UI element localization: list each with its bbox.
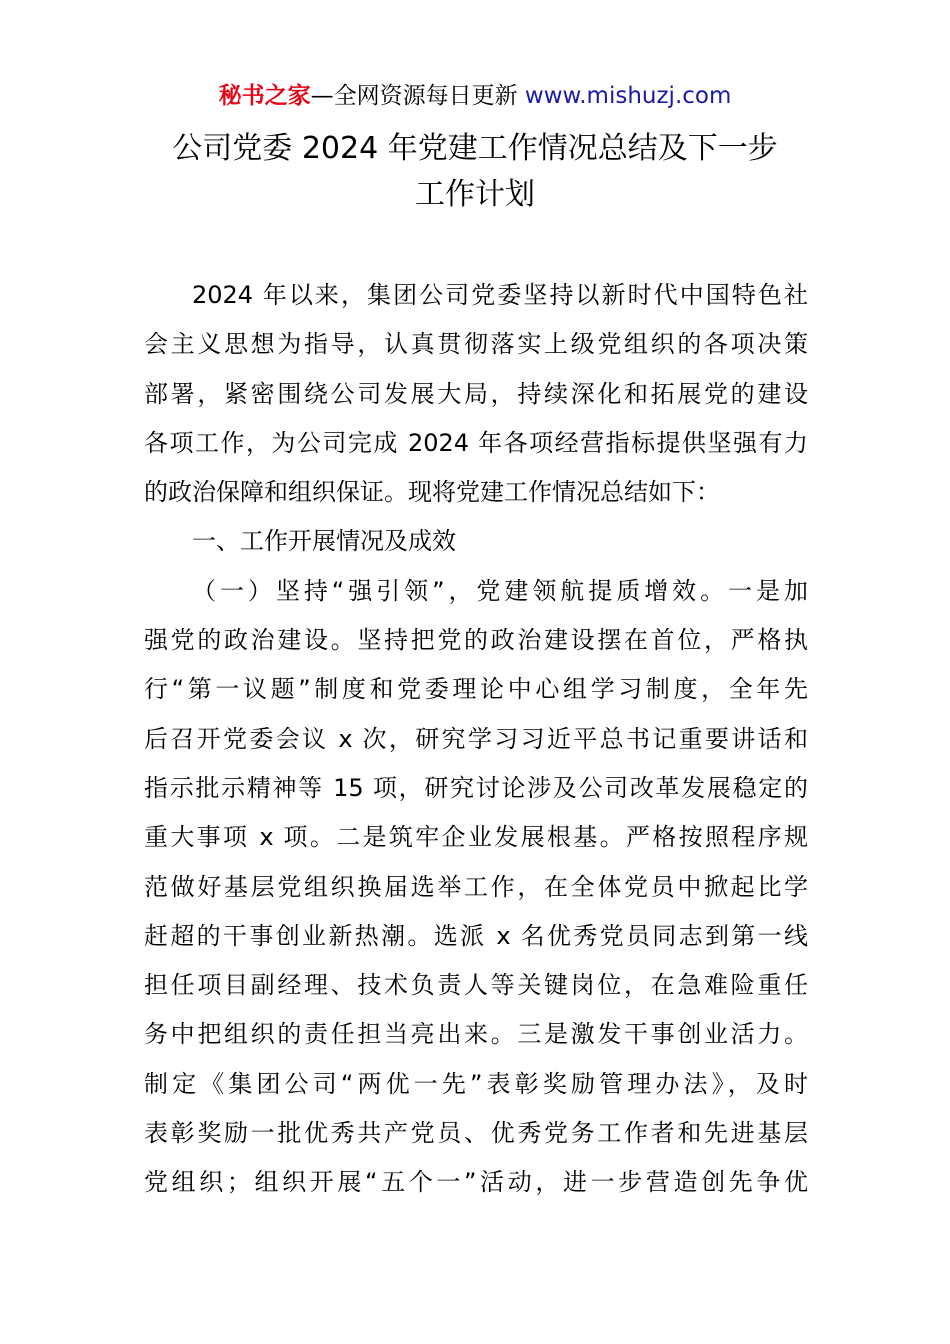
document-title [0, 126, 950, 218]
paragraph-line: 范做好基层党组织换届选举工作，在全体党员中掀起比学 [144, 872, 808, 901]
title-line-2: 工作计划 [415, 177, 535, 212]
paragraph-line: 赶超的干事创业新热潮。选派 x 名优秀党员同志到第一线 [144, 921, 808, 950]
paragraph-line: 务中把组织的责任担当亮出来。三是激发干事创业活力。 [144, 1020, 808, 1049]
paragraph-line: 后召开党委会议 x 次，研究学习习近平总书记重要讲话和 [144, 724, 808, 753]
document-body [144, 271, 808, 1208]
site-url-link[interactable]: www.mishuzj.com [524, 83, 732, 109]
paragraph-line: 党组织；组织开展“五个一”活动，进一步营造创先争优 [144, 1168, 808, 1197]
paragraph-line: 的政治保障和组织保证。现将党建工作情况总结如下： [144, 478, 720, 507]
paragraph-line: 指示批示精神等 15 项，研究讨论涉及公司改革发展稳定的 [144, 773, 808, 802]
header-tagline: —全网资源每日更新 [310, 83, 518, 109]
section-heading: 一、工作开展情况及成效 [192, 527, 456, 556]
paragraph-line: 部署，紧密围绕公司发展大局，持续深化和拓展党的建设 [144, 379, 808, 408]
paragraph-line: 行“第一议题”制度和党委理论中心组学习制度，全年先 [144, 675, 808, 704]
brand-name: 秘书之家 [218, 83, 311, 109]
paragraph-line: 担任项目副经理、技术负责人等关键岗位，在急难险重任 [144, 971, 808, 1000]
paragraph-line: 表彰奖励一批优秀共产党员、优秀党务工作者和先进基层 [144, 1119, 808, 1148]
paragraph-line: 强党的政治建设。坚持把党的政治建设摆在首位，严格执 [144, 626, 808, 655]
site-header [0, 80, 950, 112]
paragraph-line: 2024 年以来，集团公司党委坚持以新时代中国特色社 [192, 281, 808, 309]
paragraph-line: 制定《集团公司“两优一先”表彰奖励管理办法》，及时 [144, 1069, 808, 1098]
title-line-1: 公司党委 2024 年党建工作情况总结及下一步 [172, 131, 778, 166]
paragraph-line: 重大事项 x 项。二是筑牢企业发展根基。严格按照程序规 [144, 823, 808, 852]
paragraph-line: （一）坚持“强引领”，党建领航提质增效。一是加 [192, 576, 808, 605]
paragraph-line: 会主义思想为指导，认真贯彻落实上级党组织的各项决策 [144, 330, 808, 359]
paragraph-line: 各项工作，为公司完成 2024 年各项经营指标提供坚强有力 [144, 428, 808, 457]
